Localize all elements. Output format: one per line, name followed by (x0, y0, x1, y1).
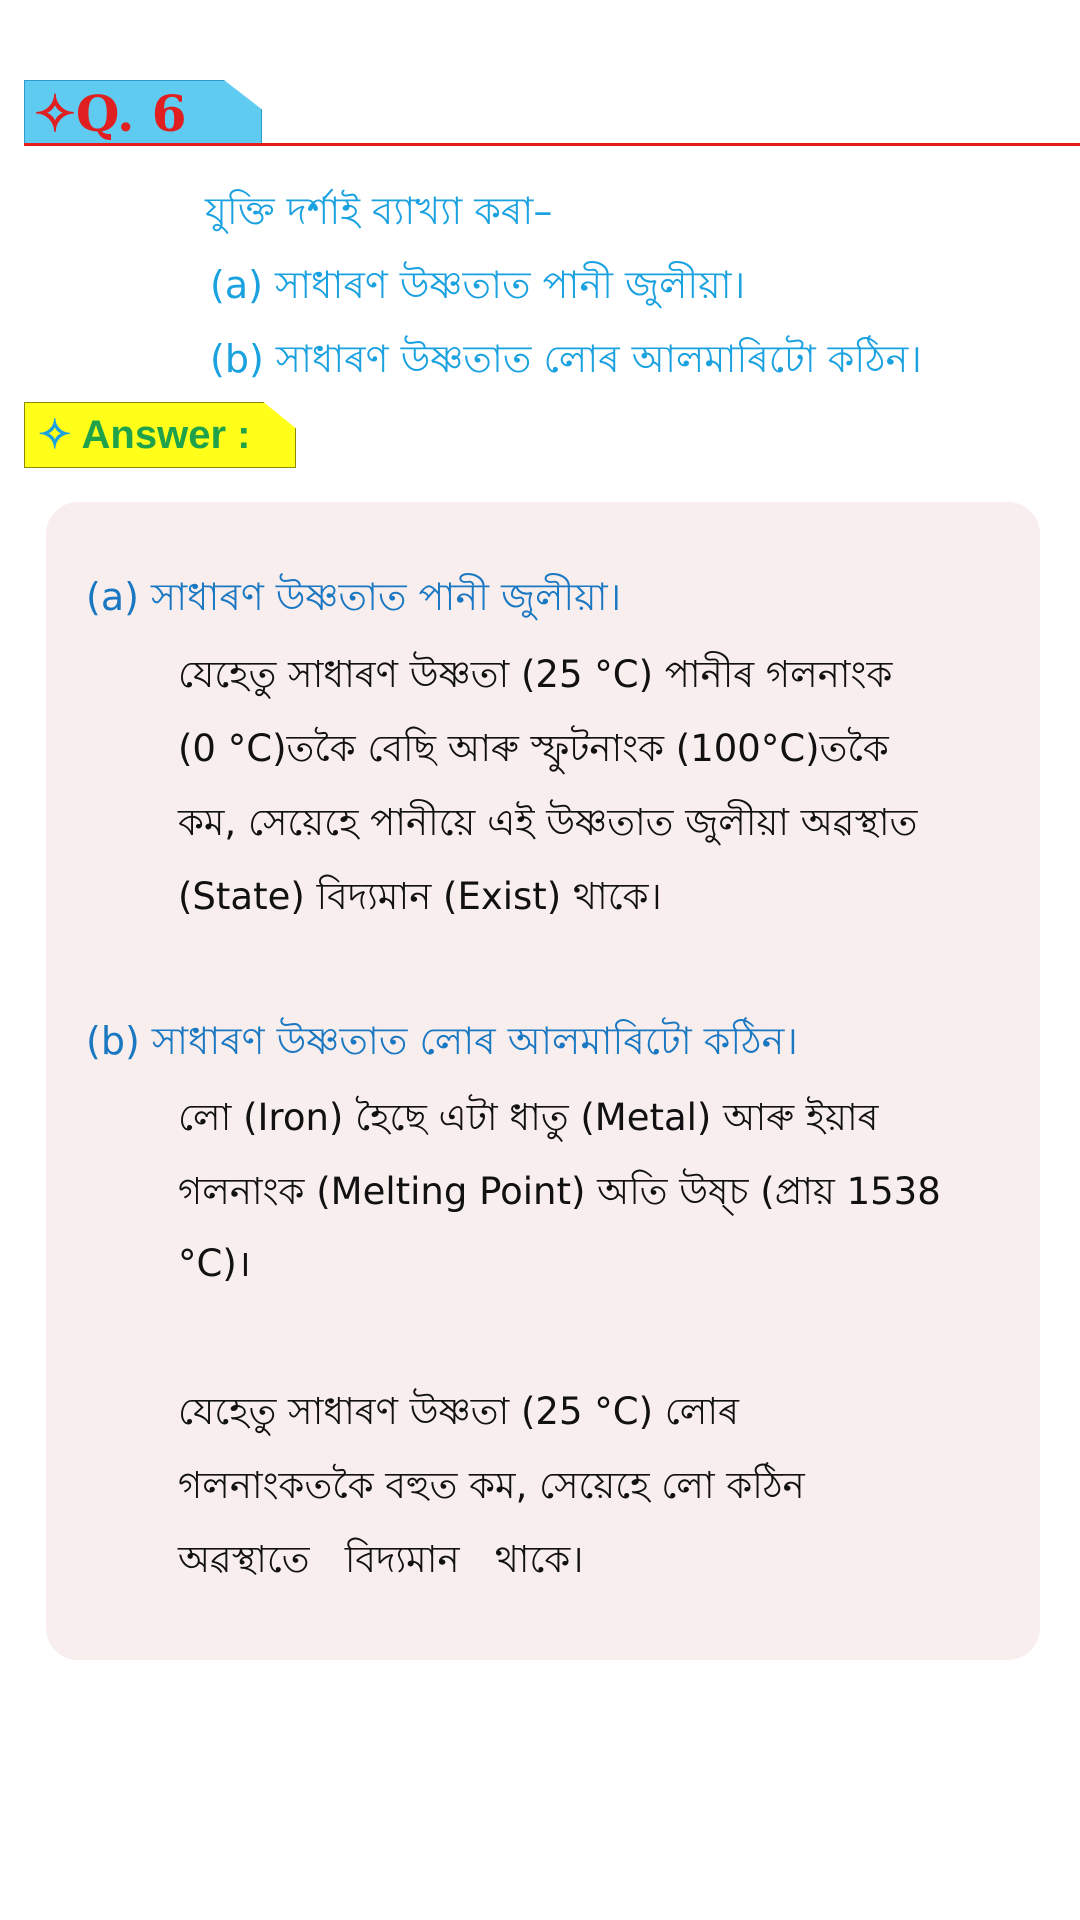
question-prompt: যুক্তি দৰ্শাই ব্যাখ্যা কৰা– (205, 189, 553, 233)
question-part-b: (b) সাধাৰণ উষ্ণতাত লোৰ আলমাৰিটো কঠিন। (210, 337, 922, 381)
answer-a-line: (0 °C)তকৈ বেছি আৰু স্ফুটনাংক (100°C)তকৈ (178, 727, 889, 770)
answer-b-heading: (b) সাধাৰণ উষ্ণতাত লোৰ আলমাৰিটো কঠিন। (86, 1019, 798, 1063)
answer-b-line: অৱস্থাতে বিদ্যমান থাকে। (178, 1538, 584, 1581)
answer-b-line: গলনাংক (Melting Point) অতি উষ্চ (প্ৰায় 1538 (178, 1170, 941, 1213)
star-icon: ✧ (38, 413, 72, 457)
answer-a-line: (State) বিদ্যমান (Exist) থাকে। (178, 875, 662, 918)
answer-b-line: যেহেতু সাধাৰণ উষ্ণতা (25 °C) লোৰ (178, 1390, 739, 1433)
answer-label (38, 402, 250, 468)
question-number: ✧Q. 6 (34, 84, 187, 143)
answer-b-line: °C)। (178, 1242, 251, 1285)
question-divider (24, 143, 1080, 146)
answer-a-line: কম, সেয়েহে পানীয়ে এই উষ্ণতাত জুলীয়া অৱস্থাত (178, 801, 918, 844)
answer-a-line: যেহেতু সাধাৰণ উষ্ণতা (25 °C) পানীৰ গলনাংক (178, 653, 893, 696)
answer-label-text: Answer : (81, 413, 251, 457)
question-part-a: (a) সাধাৰণ উষ্ণতাত পানী জুলীয়া। (210, 263, 746, 307)
answer-b-line: লো (Iron) হৈছে এটা ধাতু (Metal) আৰু ইয়াৰ (178, 1096, 879, 1139)
answer-a-heading: (a) সাধাৰণ উষ্ণতাত পানী জুলীয়া। (86, 575, 622, 619)
answer-b-line: গলনাংকতকৈ বহুত কম, সেয়েহে লো কঠিন (178, 1464, 805, 1507)
